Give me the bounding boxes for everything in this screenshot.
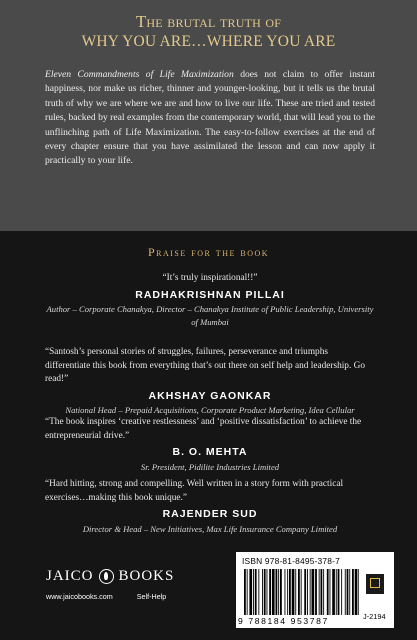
barcode-bar <box>319 569 320 615</box>
barcode-bar <box>315 569 317 615</box>
quote-author-role: Author – Corporate Chanakya, Director – Chanakya Institute of Public Leadership, University of Mumbai <box>46 304 374 327</box>
barcode-bar <box>249 569 252 615</box>
barcode-bar <box>264 569 266 615</box>
publisher-website: www.jaicobooks.com <box>46 592 113 601</box>
publisher-badge-icon <box>366 574 384 594</box>
barcode-bar <box>244 569 246 615</box>
barcode-bar <box>278 569 279 615</box>
jaico-flame-logo-icon <box>99 569 114 584</box>
barcode-bar <box>292 569 295 615</box>
barcode-bar <box>323 569 324 615</box>
barcode-bar <box>332 569 335 615</box>
barcode-digits: 9 788184 953787 <box>238 616 329 626</box>
barcode-bar <box>338 569 340 615</box>
headline-line-1: The brutal truth of <box>135 12 282 31</box>
publisher-name-right: BOOKS <box>118 568 175 584</box>
quote-author-role: Director & Head – New Initiatives, Max Life Insurance Company Limited <box>82 523 338 534</box>
publisher-name-left: JAICO <box>46 568 94 584</box>
barcode-bar <box>352 569 354 615</box>
quote-author: RADHAKRISHNAN PILLAI <box>135 288 285 301</box>
barcode-bar <box>310 569 311 615</box>
barcode-bar <box>285 569 286 615</box>
product-code: J-2194 <box>363 612 386 621</box>
barcode-bar <box>289 569 291 615</box>
barcode-bar <box>307 569 308 615</box>
barcode-bar <box>355 569 358 615</box>
quote-text: “Santosh’s personal stories of struggles, failures, perseverance and triumphs differentiate this book from everything that’s out there on self help and leadership. Go read!” <box>45 347 365 385</box>
barcode-bar <box>301 569 302 615</box>
quote-author: RAJENDER SUD <box>162 508 258 521</box>
barcode-bar <box>312 569 315 615</box>
barcode-bar <box>287 569 288 615</box>
book-category: Self-Help <box>136 592 167 601</box>
barcode-bar <box>295 569 296 615</box>
barcode-bar <box>258 569 259 615</box>
headline-line-2: WHY YOU ARE…WHERE YOU ARE <box>81 33 336 50</box>
blurb-body: does not claim to offer instant happiness, nor make us richer, thinner and younger-looking, but it tells us the brutal truth of why we are where we are and how to live our life. These are tried and tested rules, backed by real examples from the contemporary world, that will lead you to the unflinching path of Life Maximization. The easy-to-follow exercises at the end of every chapter ensure that you have assimilated the lesson and can now apply it practically to your life. <box>45 69 375 167</box>
blurb-panel <box>0 0 417 231</box>
quote-author: AKHSHAY GAONKAR <box>148 389 272 402</box>
barcode-bar <box>349 569 350 615</box>
barcode-bar <box>336 569 337 615</box>
praise-quote-1 <box>45 272 375 328</box>
barcode-bar <box>272 569 275 615</box>
quote-text: “It’s truly inspirational!!” <box>162 273 258 283</box>
barcode-bar <box>267 569 268 615</box>
headline <box>0 12 417 52</box>
quote-author: B. O. MEHTA <box>172 446 248 459</box>
praise-quote-4 <box>45 478 375 535</box>
barcode-bar <box>255 569 257 615</box>
barcode-bar <box>330 569 331 615</box>
isbn-barcode-panel <box>236 552 394 628</box>
quote-text: “The book inspires ‘creative restlessness’ and ‘positive dissatisfaction’ to achieve the entrepreneurial drive.” <box>45 417 362 441</box>
barcode-bar <box>269 569 271 615</box>
isbn-number: ISBN 978-81-8495-378-7 <box>242 556 340 566</box>
barcode-bar <box>321 569 323 615</box>
barcode-bar <box>247 569 248 615</box>
blurb-book-title: Eleven Commandments of Life Maximization <box>45 69 234 80</box>
barcode-bar <box>347 569 349 615</box>
quote-text: “Hard hitting, strong and compelling. Well written in a story form with practical exercises…making this book unique.” <box>45 479 344 503</box>
praise-quote-2 <box>45 346 375 417</box>
barcode-bar <box>341 569 342 615</box>
barcode-bar <box>358 569 359 615</box>
barcode-bar <box>298 569 300 615</box>
barcode-bar <box>253 569 254 615</box>
barcode-graphic <box>244 569 359 615</box>
publisher-footer <box>46 592 188 601</box>
barcode-bar <box>304 569 306 615</box>
publisher-logo <box>46 568 174 585</box>
barcode-bar <box>276 569 278 615</box>
blurb-text <box>45 68 375 169</box>
praise-quote-3 <box>45 416 375 473</box>
barcode-bar <box>280 569 282 615</box>
quote-author-role: Sr. President, Pidilite Industries Limited <box>140 461 280 472</box>
barcode-bar <box>262 569 263 615</box>
barcode-bar <box>327 569 329 615</box>
praise-heading: Praise for the book <box>147 245 270 259</box>
barcode-bar <box>345 569 346 615</box>
quote-author-role: National Head – Prepaid Acquisitions, Corporate Product Marketing, Idea Cellular <box>65 405 355 416</box>
